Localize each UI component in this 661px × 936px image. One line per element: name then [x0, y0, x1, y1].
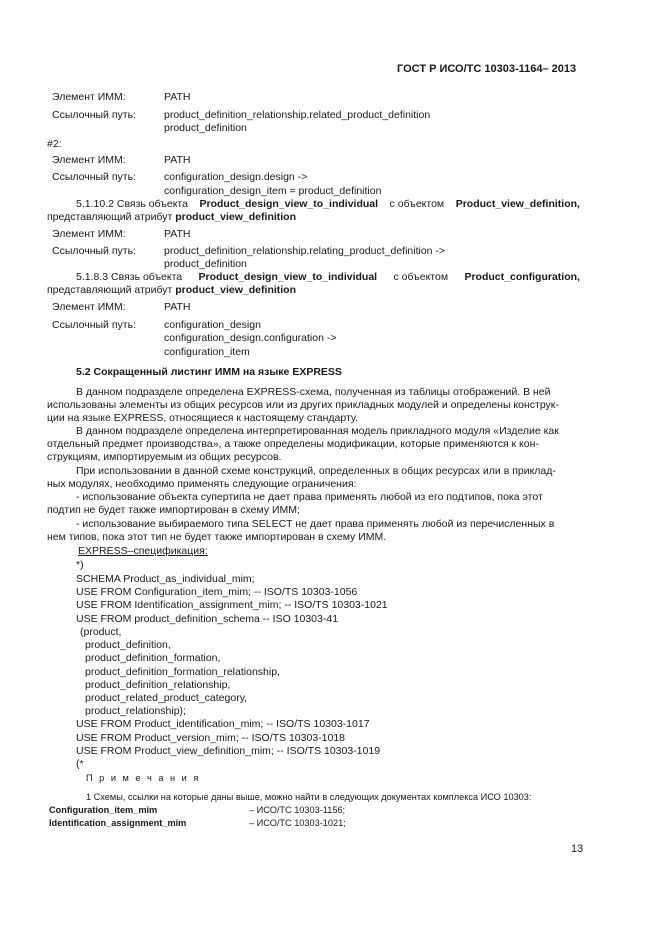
express-line: product_definition_formation, — [85, 652, 221, 664]
bullet-line: подтип не будет также импортирован в схему ИММ; — [47, 504, 300, 516]
notes-title: П р и м е ч а н и я — [86, 773, 201, 783]
mim-element-value: PATH — [164, 154, 191, 166]
express-line: (product, — [80, 626, 122, 638]
express-line: USE FROM Configuration_item_mim; -- ISO/TS 10303-1056 — [76, 586, 358, 598]
express-line: USE FROM Identification_assignment_mim; -- ISO/TS 10303-1021 — [76, 599, 388, 611]
page-number: 13 — [571, 843, 584, 855]
express-line: product_definition, — [85, 639, 171, 651]
paragraph-line: отдельный предмет производства», а также определены модификации, которые применяются к кон- — [47, 438, 539, 450]
section-5-1-10-2-heading — [76, 198, 580, 210]
reference-path-line: configuration_item — [164, 346, 250, 358]
mim-element-label: Элемент ИММ: — [52, 228, 126, 240]
bullet-line: нем типов, пока этот тип не будет также импортирован в схему ИММ. — [47, 531, 387, 543]
express-line: SCHEMA Product_as_individual_mim; — [76, 573, 255, 585]
bullet-line: - использование объекта супертипа не дает права применять любой из его подтипов, пока этот — [76, 491, 543, 503]
reference-path-line: product_definition — [164, 258, 247, 270]
express-line: product_relationship); — [85, 705, 186, 717]
reference-path-label: Ссылочный путь: — [52, 319, 136, 331]
reference-path-line: configuration_design — [164, 319, 261, 331]
mim-element-label: Элемент ИММ: — [52, 91, 126, 103]
paragraph-line: При использовании в данной схеме конструкций, определенных в общих ресурсах или в приклад- — [76, 465, 556, 477]
express-line: USE FROM Product_identification_mim; -- ISO/TS 10303-1017 — [76, 718, 370, 730]
mim-element-label: Элемент ИММ: — [52, 154, 126, 166]
schema-name: Identification_assignment_mim — [49, 818, 187, 828]
mim-element-value: PATH — [164, 301, 191, 313]
paragraph-line: ции на языке EXPRESS, относящиеся к настоящему стандарту. — [47, 412, 359, 424]
express-line: product_definition_relationship, — [85, 679, 231, 691]
express-specification-label: EXPRESS–спецификация: — [78, 545, 208, 557]
paragraph-line: В данном подразделе определена интерпретированная модель прикладного модуля «Изделие как — [76, 425, 559, 437]
paragraph-line: струкциям, импортируемым из общих ресурсов. — [47, 451, 282, 463]
paragraph-line: В данном подразделе определена EXPRESS-схема, полученная из таблицы отображений. В ней — [76, 386, 551, 398]
mim-element-label: Элемент ИММ: — [52, 301, 126, 313]
express-line: product_related_product_category, — [85, 692, 248, 704]
bullet-line: - использование выбираемого типа SELECT не дает права применять любой из перечисленных в — [76, 518, 555, 530]
express-line: product_definition_formation_relationship, — [85, 666, 280, 678]
reference-path-line: configuration_design.configuration -> — [164, 332, 337, 344]
reference-path-line: configuration_design_item = product_definition — [164, 185, 382, 197]
mim-element-value: PATH — [164, 228, 191, 240]
express-line: USE FROM Product_view_definition_mim; -- ISO/TS 10303-1019 — [76, 745, 381, 757]
relation-text: с объектом — [393, 271, 449, 283]
reference-path-line: product_definition_relationship.related_product_definition — [164, 109, 431, 121]
paragraph-line: использованы элементы из общих ресурсов или из других прикладных модулей и определены конструк- — [47, 399, 559, 411]
paragraph-line: ных модулях, необходимо применять следующие ограничения: — [47, 478, 357, 490]
attribute-intro: представляющий атрибут — [47, 284, 173, 296]
schema-reference: – ИСО/ТС 10303-1021; — [249, 818, 346, 828]
express-line: USE FROM Product_version_mim; -- ISO/TS 10303-1018 — [76, 732, 346, 744]
reference-path-label: Ссылочный путь: — [52, 245, 136, 257]
attribute-name: product_view_definition — [175, 284, 297, 296]
relation-text: с объектом — [389, 198, 445, 210]
section-5-1-8-3-heading — [76, 271, 580, 283]
entity-name: Product_design_view_to_individual — [198, 271, 378, 283]
reference-path-line: configuration_design.design -> — [164, 171, 308, 183]
section-number: 5.1.10.2 Связь объекта — [76, 198, 188, 210]
target-entity: Product_view_definition, — [455, 198, 580, 210]
document-header: ГОСТ Р ИСО/ТС 10303-1164– 2013 — [397, 63, 577, 75]
entity-name: Product_design_view_to_individual — [199, 198, 379, 210]
express-line: *) — [76, 559, 84, 571]
section-number: 5.1.8.3 Связь объекта — [76, 271, 183, 283]
attribute-name: product_view_definition — [175, 211, 297, 223]
express-line: (* — [76, 758, 84, 770]
reference-path-label: Ссылочный путь: — [52, 109, 136, 121]
section-5-1-10-2-attribute — [47, 211, 296, 223]
note-text: 1 Схемы, ссылки на которые даны выше, можно найти в следующих документах комплекса ИСО 10303: — [86, 792, 532, 802]
section-5-2-heading: 5.2 Сокращенный листинг ИММ на языке EXPRESS — [76, 366, 342, 378]
target-entity: Product_configuration, — [464, 271, 580, 283]
reference-path-line: product_definition — [164, 122, 247, 134]
mapping-marker: #2: — [47, 138, 62, 150]
express-line: USE FROM product_definition_schema -- ISO 10303-41 — [76, 613, 339, 625]
schema-name: Configuration_item_mim — [49, 805, 158, 815]
schema-reference: – ИСО/ТС 10303-1156; — [249, 805, 346, 815]
reference-path-line: product_definition_relationship.relating_product_definition -> — [164, 245, 446, 257]
reference-path-label: Ссылочный путь: — [52, 171, 136, 183]
section-5-1-8-3-attribute — [47, 284, 296, 296]
attribute-intro: представляющий атрибут — [47, 211, 173, 223]
mim-element-value: PATH — [164, 91, 191, 103]
